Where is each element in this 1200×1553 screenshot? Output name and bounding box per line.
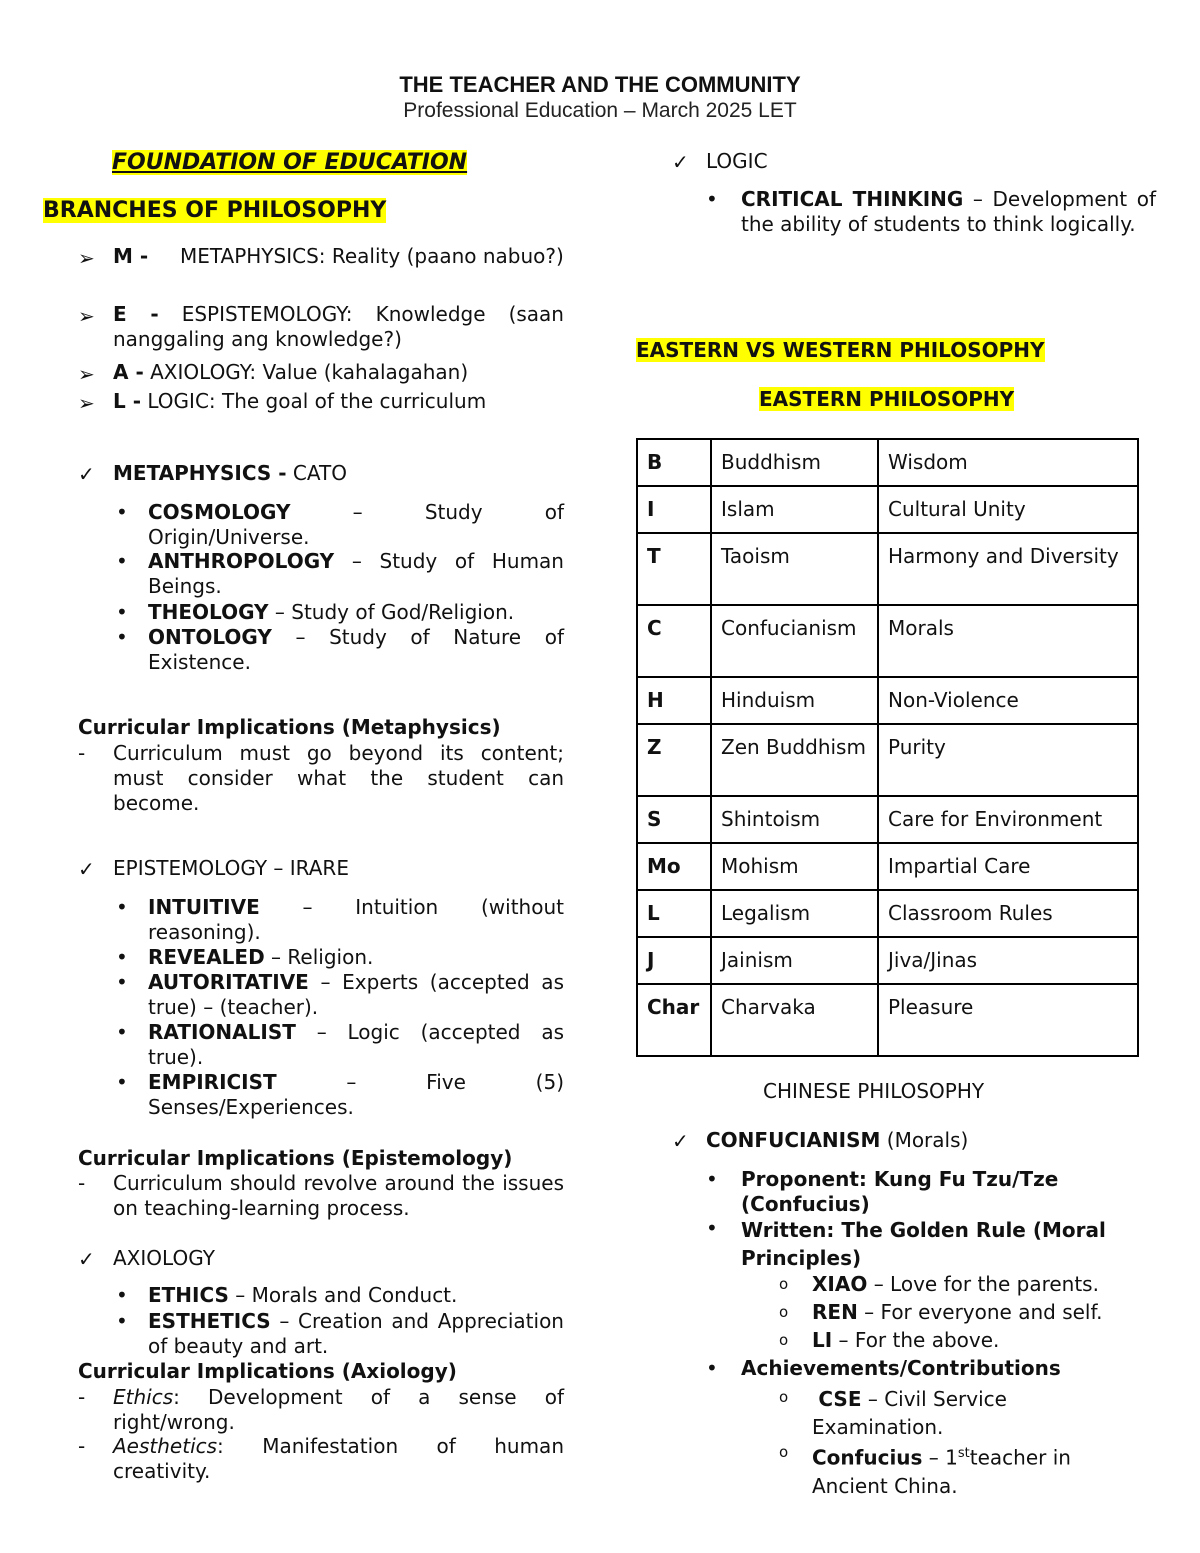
circle-bullet-icon: o (779, 1275, 789, 1293)
table-row: B Buddhism Wisdom (637, 439, 1138, 486)
eastern-philosophy-heading: EASTERN PHILOSOPHY (759, 387, 1015, 411)
bullet-icon: • (706, 187, 718, 211)
list-item: THEOLOGY – Study of God/Religion. (148, 600, 515, 624)
arrow-bullet-icon: ➢ (78, 246, 95, 270)
checkmark-icon: ✓ (78, 1247, 95, 1271)
circle-bullet-icon: o (779, 1388, 789, 1406)
chinese-philosophy-heading: CHINESE PHILOSOPHY (763, 1079, 985, 1103)
bullet-icon: • (116, 625, 128, 649)
list-item: AUTORITATIVE – Experts (accepted as true) – (teacher). (148, 970, 564, 1019)
table-row: Char Charvaka Pleasure (637, 984, 1138, 1056)
dash-icon: - (78, 1385, 86, 1409)
sub-list-item: LI – For the above. (812, 1328, 1000, 1352)
circle-bullet-icon: o (779, 1443, 789, 1461)
sub-list-item: REN – For everyone and self. (812, 1300, 1103, 1324)
axiology-heading: AXIOLOGY (113, 1246, 215, 1270)
implication-item: Aesthetics: Manifestation of human creativity. (113, 1434, 564, 1483)
sub-list-item: XIAO – Love for the parents. (812, 1272, 1099, 1296)
list-item: INTUITIVE – Intuition (without reasoning). (148, 895, 564, 944)
sub-list-item: Confucius – 1stteacher in Ancient China. (812, 1445, 1071, 1498)
mnemonic-item: E - ESPISTEMOLOGY: Knowledge (saan nanggaling ang knowledge?) (113, 302, 564, 351)
logic-heading: LOGIC (706, 149, 768, 173)
checkmark-icon: ✓ (78, 462, 95, 486)
document-subtitle: Professional Education – March 2025 LET (403, 99, 797, 122)
table-row: Z Zen Buddhism Purity (637, 724, 1138, 796)
table-row: H Hinduism Non-Violence (637, 677, 1138, 724)
mnemonic-item: L - LOGIC: The goal of the curriculum (113, 389, 487, 413)
curricular-implications-axiology-heading: Curricular Implications (Axiology) (78, 1359, 457, 1383)
eastern-vs-western-heading: EASTERN VS WESTERN PHILOSOPHY (636, 338, 1045, 362)
bullet-icon: • (116, 895, 128, 919)
list-item: Achievements/Contributions (741, 1356, 1061, 1380)
epistemology-heading: EPISTEMOLOGY – IRARE (113, 856, 349, 880)
dash-icon: - (78, 741, 86, 765)
list-item: ESTHETICS – Creation and Appreciation of beauty and art. (148, 1309, 564, 1358)
list-item: CRITICAL THINKING – Development of the ability of students to think logically. (741, 187, 1156, 236)
checkmark-icon: ✓ (78, 857, 95, 881)
checkmark-icon: ✓ (672, 1129, 689, 1153)
list-item: ANTHROPOLOGY – Study of Human Beings. (148, 549, 564, 598)
table-row: J Jainism Jiva/Jinas (637, 937, 1138, 984)
table-row: I Islam Cultural Unity (637, 486, 1138, 533)
circle-bullet-icon: o (779, 1303, 789, 1321)
confucianism-heading: CONFUCIANISM (Morals) (706, 1128, 969, 1152)
bullet-icon: • (116, 600, 128, 624)
implication-item: Ethics: Development of a sense of right/wrong. (113, 1385, 564, 1434)
bullet-icon: • (116, 1020, 128, 1044)
bullet-icon: • (116, 549, 128, 573)
list-item: ONTOLOGY – Study of Nature of Existence. (148, 625, 564, 674)
bullet-icon: • (116, 945, 128, 969)
curricular-implications-epistemology-heading: Curricular Implications (Epistemology) (78, 1146, 513, 1170)
arrow-bullet-icon: ➢ (78, 391, 95, 415)
implication-item: Curriculum must go beyond its content; must consider what the student can become. (113, 741, 564, 815)
metaphysics-heading: METAPHYSICS - CATO (113, 461, 347, 485)
arrow-bullet-icon: ➢ (78, 304, 95, 328)
sub-list-item: CSE – Civil Service Examination. (812, 1387, 1007, 1439)
table-row: T Taoism Harmony and Diversity (637, 533, 1138, 605)
bullet-icon: • (116, 1070, 128, 1094)
dash-icon: - (78, 1171, 86, 1195)
mnemonic-item: M - METAPHYSICS: Reality (paano nabuo?) (113, 244, 564, 268)
bullet-icon: • (116, 1283, 128, 1307)
table-row: Mo Mohism Impartial Care (637, 843, 1138, 890)
list-item: Written: The Golden Rule (Moral Principles) (741, 1218, 1106, 1270)
arrow-bullet-icon: ➢ (78, 362, 95, 386)
implication-item: Curriculum should revolve around the issues on teaching-learning process. (113, 1171, 564, 1220)
eastern-philosophy-table (636, 438, 1139, 1057)
list-item: REVEALED – Religion. (148, 945, 374, 969)
list-item: Proponent: Kung Fu Tzu/Tze (Confucius) (741, 1167, 1059, 1216)
bullet-icon: • (116, 500, 128, 524)
table-row: S Shintoism Care for Environment (637, 796, 1138, 843)
list-item: EMPIRICIST – Five (5) Senses/Experiences. (148, 1070, 564, 1119)
table-row: L Legalism Classroom Rules (637, 890, 1138, 937)
bullet-icon: • (706, 1167, 718, 1191)
bullet-icon: • (116, 1309, 128, 1333)
bullet-icon: • (706, 1216, 718, 1240)
list-item: COSMOLOGY – Study of Origin/Universe. (148, 500, 564, 549)
document-title: THE TEACHER AND THE COMMUNITY (399, 72, 801, 97)
mnemonic-item: A - AXIOLOGY: Value (kahalagahan) (113, 360, 469, 384)
curricular-implications-metaphysics-heading: Curricular Implications (Metaphysics) (78, 715, 501, 739)
circle-bullet-icon: o (779, 1331, 789, 1349)
bullet-icon: • (116, 970, 128, 994)
table-row: C Confucianism Morals (637, 605, 1138, 677)
branches-heading: BRANCHES OF PHILOSOPHY (43, 198, 387, 223)
list-item: RATIONALIST – Logic (accepted as true). (148, 1020, 564, 1069)
list-item: ETHICS – Morals and Conduct. (148, 1283, 458, 1307)
checkmark-icon: ✓ (672, 150, 689, 174)
foundation-heading: FOUNDATION OF EDUCATION (112, 150, 468, 175)
dash-icon: - (78, 1434, 86, 1458)
bullet-icon: • (706, 1356, 718, 1380)
